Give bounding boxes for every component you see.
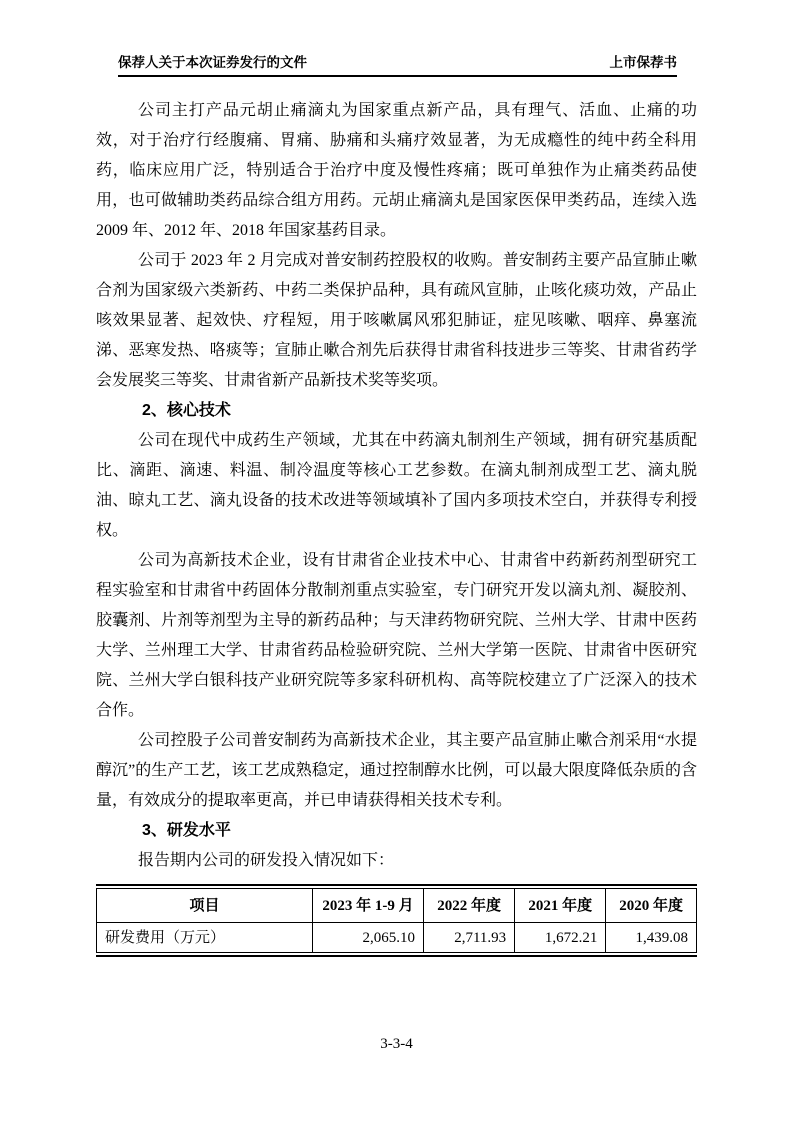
column-header-item: 项目	[97, 889, 313, 923]
column-header-2023-1-9: 2023 年 1-9 月	[313, 889, 424, 923]
column-header-2022: 2022 年度	[424, 889, 515, 923]
header-doc-type: 保荐人关于本次证券发行的文件	[118, 55, 307, 70]
row-label-rd-expense: 研发费用（万元）	[97, 923, 313, 953]
rd-expense-2023-1-9: 2,065.10	[313, 923, 424, 953]
section-heading-core-technology: 2、核心技术	[142, 402, 231, 419]
column-header-2020: 2020 年度	[606, 889, 697, 923]
rd-expense-2020: 1,439.08	[606, 923, 697, 953]
table-header-row	[97, 889, 697, 923]
rd-expense-2022: 2,711.93	[424, 923, 515, 953]
rd-expense-2021: 1,672.21	[515, 923, 606, 953]
table-row-rd-expense	[97, 923, 697, 953]
column-header-2021: 2021 年度	[515, 889, 606, 923]
paragraph-main-product: 公司主打产品元胡止痛滴丸为国家重点新产品，具有理气、活血、止痛的功效，对于治疗行经腹痛、胃痛、胁痛和头痛疗效显著，为无成瘾性的纯中药全科用药，临床应用广泛，特别适合于治疗中度及慢性疼痛；既可单独作为止痛类药品使用，也可做辅助类药品综合组方用药。元胡止痛滴丸是国家医保甲类药品，连续入选 2009 年、2012 年、2018 年国家基药目录。	[96, 102, 697, 239]
document-body	[96, 96, 697, 957]
paragraph-subsidiary-process: 公司控股子公司普安制药为高新技术企业，其主要产品宣肺止嗽合剂采用“水提醇沉”的生产工艺，该工艺成熟稳定，通过控制醇水比例，可以最大限度降低杂质的含量，有效成分的提取率更高，并已申请获得相关技术专利。	[96, 732, 697, 809]
paragraph-labs-cooperation: 公司为高新技术企业，设有甘肃省企业技术中心、甘肃省中药新药剂型研究工程实验室和甘肃省中药固体分散制剂重点实验室，专门研究开发以滴丸剂、凝胶剂、胶囊剂、片剂等剂型为主导的新药品种；与天津药物研究院、兰州大学、甘肃中医药大学、兰州理工大学、甘肃省药品检验研究院、兰州大学第一医院、甘肃省中医研究院、兰州大学白银科技产业研究院等多家科研机构、高等院校建立了广泛深入的技术合作。	[96, 552, 697, 719]
paragraph-rd-table-intro: 报告期内公司的研发投入情况如下：	[138, 852, 395, 869]
paragraph-tech-params: 公司在现代中成药生产领域，尤其在中药滴丸制剂生产领域，拥有研究基质配比、滴距、滴速、料温、制冷温度等核心工艺参数。在滴丸制剂成型工艺、滴丸脱油、晾丸工艺、滴丸设备的技术改进等领域填补了国内多项技术空白，并获得专利授权。	[96, 432, 697, 539]
page-number: 3-3-4	[380, 1036, 413, 1052]
section-heading-rd-level: 3、研发水平	[142, 822, 231, 839]
header-doc-title: 上市保荐书	[609, 55, 677, 70]
running-header	[118, 55, 677, 77]
page-footer	[0, 1036, 793, 1053]
paragraph-acquisition: 公司于 2023 年 2 月完成对普安制药控股权的收购。普安制药主要产品宣肺止嗽合剂为国家级六类新药、中药二类保护品种，具有疏风宣肺，止咳化痰功效，产品止咳效果显著、起效快、疗程短，用于咳嗽属风邪犯肺证，症见咳嗽、咽痒、鼻塞流涕、恶寒发热、咯痰等；宣肺止嗽合剂先后获得甘肃省科技进步三等奖、甘肃省药学会发展奖三等奖、甘肃省新产品新技术奖等奖项。	[96, 252, 697, 389]
rd-investment-table-frame	[96, 884, 697, 957]
rd-investment-table	[96, 888, 697, 953]
